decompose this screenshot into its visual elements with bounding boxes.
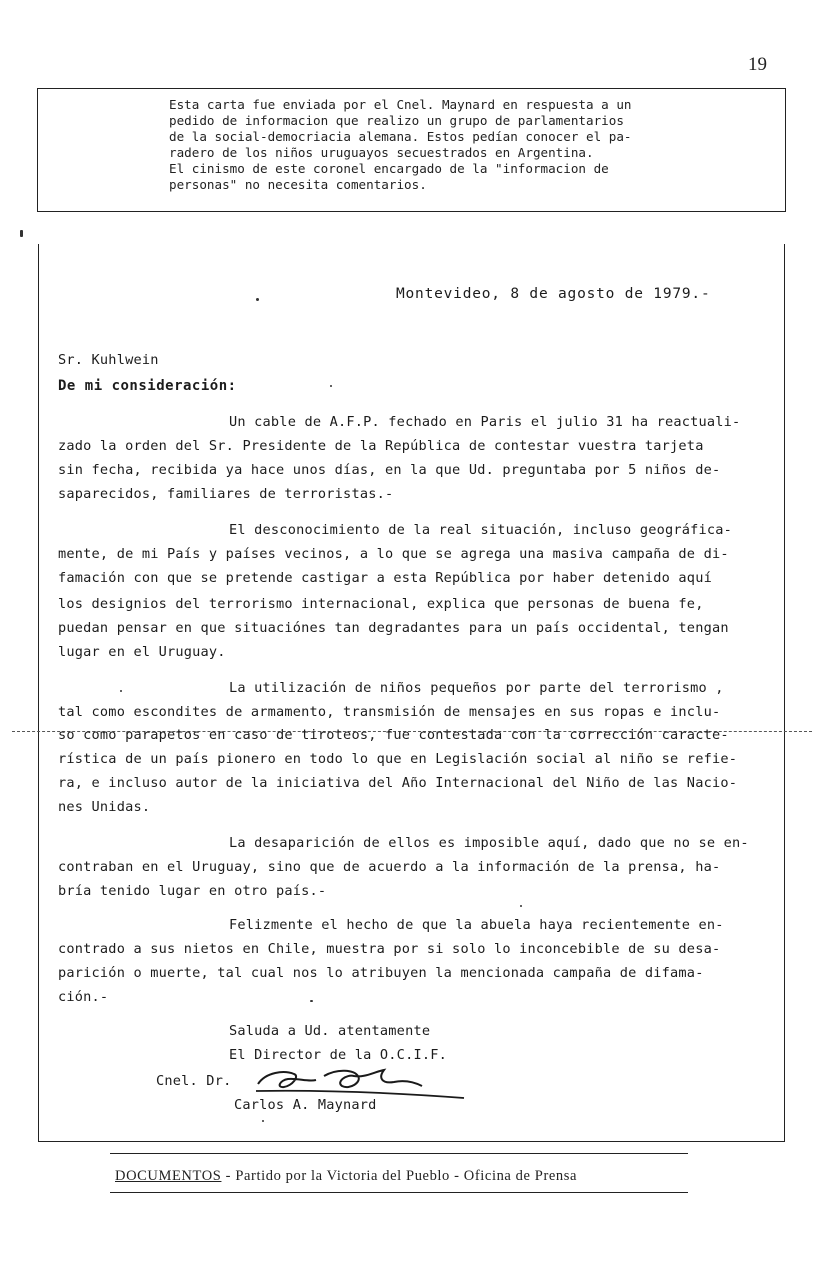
paragraph-line: rística de un país pionero en todo lo que en Legislación social al niño se refie- (58, 751, 738, 767)
closing-line: Saluda a Ud. atentamente (229, 1023, 431, 1039)
paragraph-line: ción.- (58, 989, 109, 1005)
paragraph-line: Felizmente el hecho de que la abuela haya recientemente en- (229, 917, 724, 933)
paragraph-line: sin fecha, recibida ya hace unos días, en la que Ud. preguntaba por 5 niños de- (58, 462, 721, 478)
paragraph-line: so como parapetos en caso de tiroteos, fue contestada con la corrección caracte- (58, 727, 729, 743)
paragraph-line: famación con que se pretende castigar a esta República por haber detenido aquí (58, 570, 712, 586)
signer-rank: Cnel. Dr. (156, 1073, 232, 1089)
paragraph-line: parición o muerte, tal cual nos lo atribuyen la mencionada campaña de difama- (58, 965, 704, 981)
recipient-name: Sr. Kuhlwein (58, 352, 159, 368)
salutation: De mi consideración: (58, 378, 237, 394)
paragraph-line: zado la orden del Sr. Presidente de la República de contestar vuestra tarjeta (58, 438, 704, 454)
paragraph-line: bría tenido lugar en otro país.- (58, 883, 327, 899)
page-number: 19 (748, 54, 767, 75)
intro-line: pedido de informacion que realizo un grupo de parlamentarios (169, 112, 624, 128)
paragraph-line: nes Unidas. (58, 799, 151, 815)
signer-name: Carlos A. Maynard (234, 1097, 377, 1113)
intro-line: personas" no necesita comentarios. (169, 176, 427, 192)
footer-text: - Partido por la Victoria del Pueblo - Oficina de Prensa (221, 1168, 578, 1184)
paragraph-line: lugar en el Uruguay. (58, 644, 226, 660)
signer-title: El Director de la O.C.I.F. (229, 1047, 447, 1063)
footer (115, 1168, 577, 1185)
paragraph-line: La utilización de niños pequeños por parte del terrorismo , (229, 680, 724, 696)
paragraph-line: tal como escondites de armamento, transmisión de mensajes en sus ropas e inclu- (58, 704, 721, 720)
letter-date: Montevideo, 8 de agosto de 1979.- (396, 286, 711, 302)
footer-documentos: DOCUMENTOS (115, 1168, 222, 1184)
paragraph-line: puedan pensar en que situaciónes tan degradantes para un país occidental, tengan (58, 620, 729, 636)
paragraph-line: La desaparición de ellos es imposible aquí, dado que no se en- (229, 835, 749, 851)
intro-line: El cinismo de este coronel encargado de la "informacion de (169, 160, 609, 176)
handwritten-signature (254, 1060, 469, 1104)
paragraph-line: contraban en el Uruguay, sino que de acuerdo a la información de la prensa, ha- (58, 859, 721, 875)
paragraph-line: contrado a sus nietos en Chile, muestra por si solo lo inconcebible de su desa- (58, 941, 721, 957)
intro-line: de la social-democriacia alemana. Estos pedían conocer el pa- (169, 128, 632, 144)
paragraph-line: saparecidos, familiares de terroristas.- (58, 486, 394, 502)
paragraph-line: ra, e incluso autor de la iniciativa del Año Internacional del Niño de las Nacio- (58, 775, 738, 791)
paragraph-line: El desconocimiento de la real situación, incluso geográfica- (229, 522, 733, 538)
intro-box (37, 88, 786, 212)
paragraph-line: mente, de mi País y países vecinos, a lo que se agrega una masiva campaña de di- (58, 546, 729, 562)
intro-text (169, 97, 689, 192)
intro-line: radero de los niños uruguayos secuestrados en Argentina. (169, 144, 594, 160)
footer-top-rule (110, 1153, 688, 1154)
paragraph-line: los designios del terrorismo internacional, explica que personas de buena fe, (58, 596, 704, 612)
paragraph-line: Un cable de A.F.P. fechado en Paris el julio 31 ha reactuali- (229, 414, 741, 430)
footer-bottom-rule (110, 1192, 688, 1193)
intro-line: Esta carta fue enviada por el Cnel. Maynard en respuesta a un (169, 97, 632, 112)
